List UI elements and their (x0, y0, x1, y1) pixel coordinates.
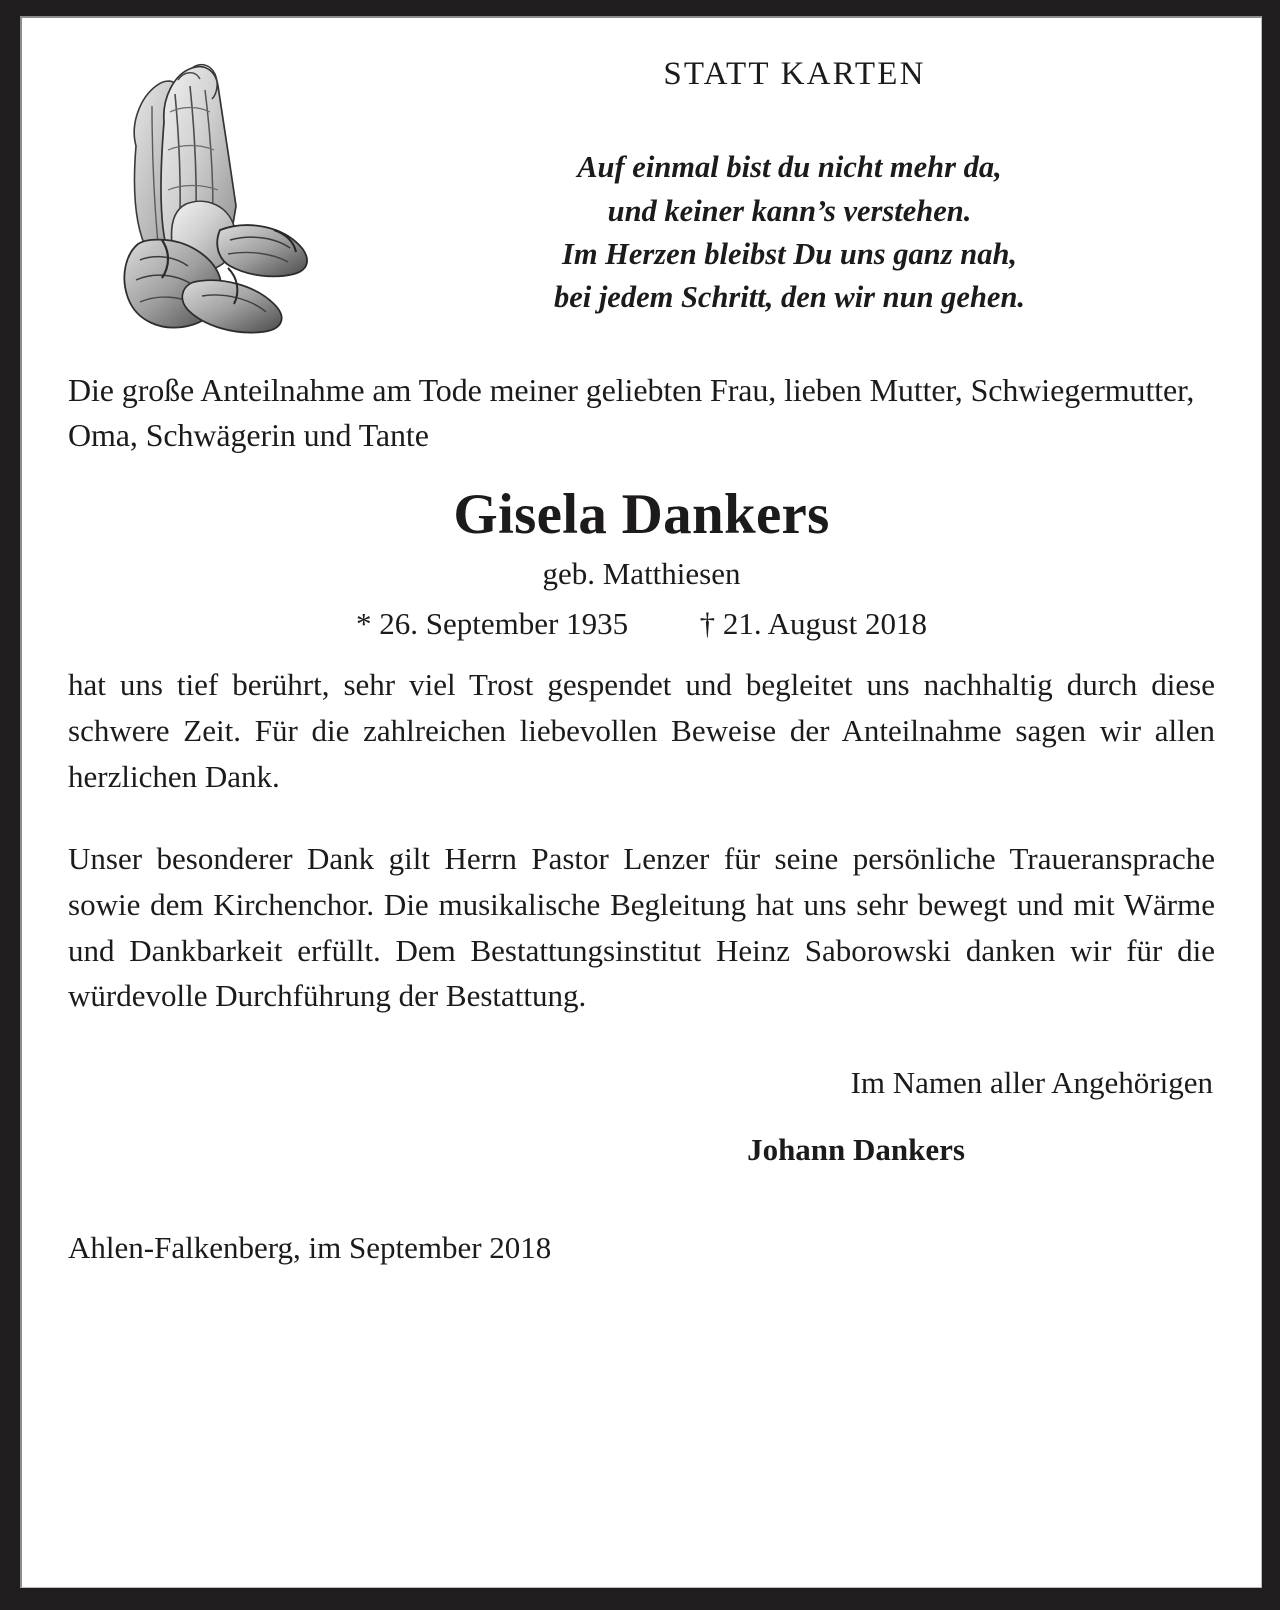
deceased-name-block (68, 482, 1215, 644)
maiden-name: geb. Matthiesen (542, 555, 741, 591)
poem-block (378, 146, 1205, 319)
praying-hands-illustration-wrap (68, 44, 378, 344)
body-paragraph-1: hat uns tief berührt, sehr viel Trost gespendet und begleitet uns nachhaltig durch diese schwere Zeit. Für die zahlreichen liebevollen Beweise der Anteilnahme sagen wir allen herzlichen Dank. (68, 667, 1215, 794)
poem-line-2: und keiner kann’s verstehen. (607, 193, 972, 228)
poem-line-3: Im Herzen bleibst Du uns ganz nah, (561, 236, 1018, 271)
death-date: † 21. August 2018 (699, 606, 927, 642)
closing-block (68, 1063, 1215, 1170)
praying-hands-icon (78, 54, 328, 344)
poem-line-1: Auf einmal bist du nicht mehr da, (577, 150, 1002, 185)
body-paragraph-2: Unser besonderer Dank gilt Herrn Pastor Lenzer für seine persönliche Traueransprache sowie dem Kirchenchor. Die musikalische Begleitung hat uns sehr bewegt und mit Wärme und Dankbarkeit erfüllt. Dem Bestattungsinstitut Heinz Saborowski danken wir für die würdevolle Durchführung der Bestattung. (68, 840, 1215, 1014)
intro-paragraph: Die große Anteilnahme am Tode meiner geliebten Frau, lieben Mutter, Schwiegermutter, Oma, Schwägerin und Tante (68, 372, 1195, 454)
birth-date: * 26. September 1935 (356, 606, 629, 642)
obituary-notice (20, 16, 1262, 1588)
closing-line: Im Namen aller Angehörigen (850, 1065, 1213, 1101)
life-dates (68, 605, 1215, 644)
header-text-column (378, 44, 1215, 319)
signatory-name: Johann Dankers (747, 1131, 965, 1167)
notice-header (68, 44, 1215, 344)
statt-karten-heading: STATT KARTEN (663, 56, 926, 92)
place-and-date: Ahlen-Falkenberg, im September 2018 (68, 1229, 552, 1265)
poem-line-4: bei jedem Schritt, den wir nun gehen. (553, 280, 1026, 315)
deceased-name: Gisela Dankers (453, 482, 830, 546)
